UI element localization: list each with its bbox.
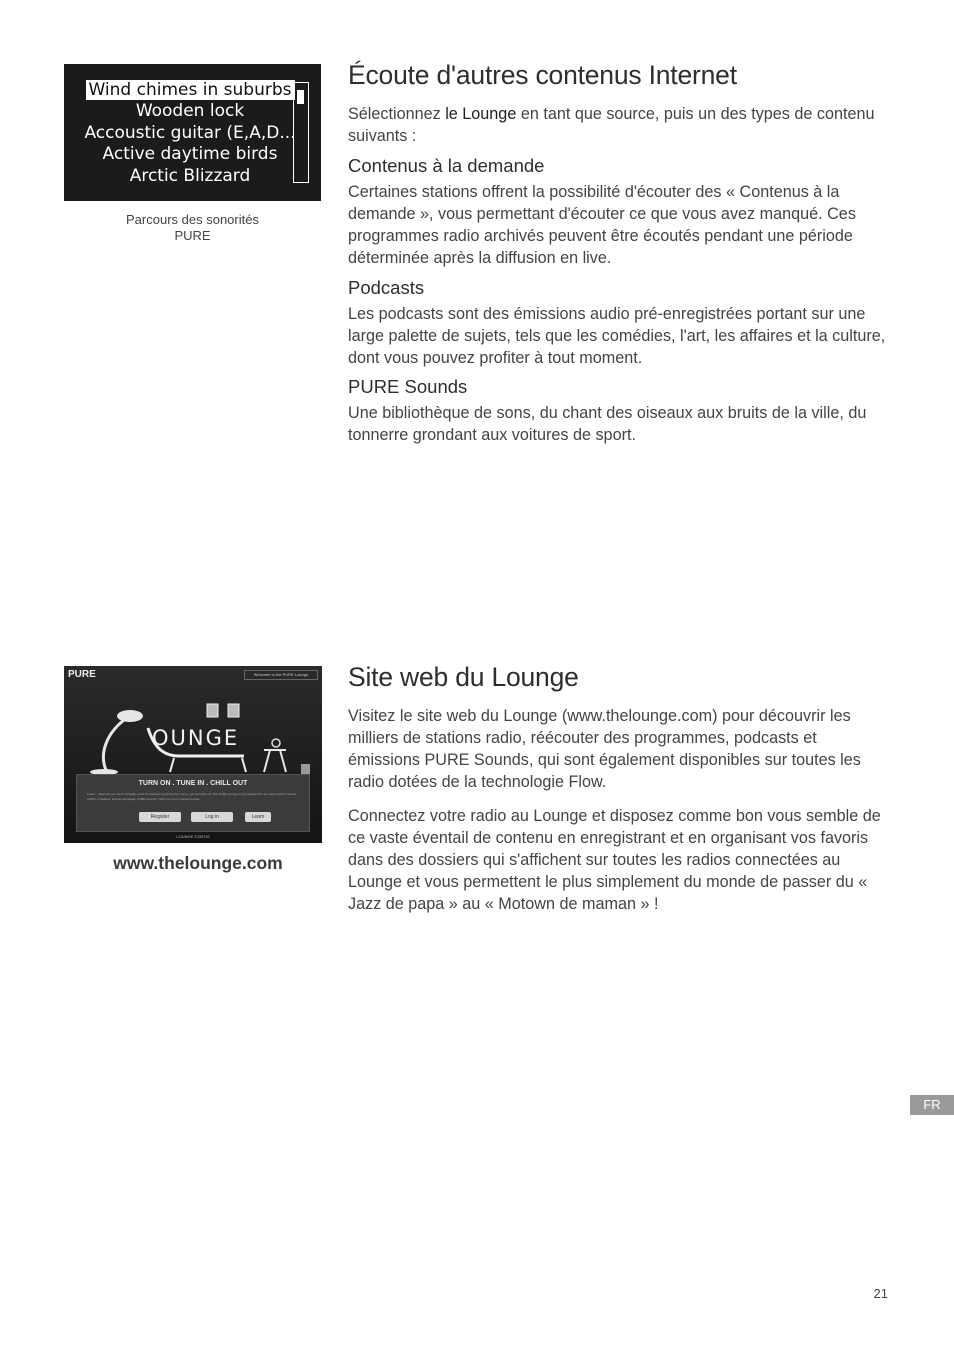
page-number: 21 (873, 1286, 888, 1301)
sound-list (76, 80, 304, 187)
screen-caption-line2: PURE (174, 228, 211, 243)
scrollbar[interactable] (293, 82, 309, 183)
sound-list-item[interactable]: Wooden lock (135, 101, 245, 122)
sound-list-item[interactable]: Arctic Blizzard (129, 165, 251, 186)
sound-list-item-selected[interactable]: Wind chimes in suburbs (76, 80, 304, 101)
section2-paragraph: Connectez votre radio au Lounge et disposez comme bon vous semble de ce vaste éventail de contenu en enregistrant et en organisant vos favoris dans des dossiers qui s'affichent sur toutes les radios connectées au Lounge et vous permettent le plus simplement du monde de passer du « Jazz de papa » au « Motown de maman » ! (348, 807, 881, 913)
subsection-heading-pure-sounds: PURE Sounds (348, 376, 468, 397)
screen-caption-line1: Parcours des sonorités (126, 212, 259, 227)
login-button[interactable]: Log in (191, 812, 233, 822)
subsection-text-on-demand: Certaines stations offrent la possibilité d'écouter des « Contenus à la demande », vous permettant d'écouter ce que vous avez manqué. Ces programmes radio archivés peuvent être écoutés pendant une période déterminée après la diffusion en live. (348, 183, 856, 267)
subsection-heading-on-demand: Contenus à la demande (348, 155, 545, 176)
language-tab: FR (910, 1095, 954, 1115)
section1-intro: Sélectionnez le Lounge en tant que source, puis un des types de contenu suivants : (348, 105, 875, 145)
sound-list-item[interactable]: Active daytime birds (102, 144, 278, 165)
section1-title: Écoute d'autres contenus Internet (348, 60, 737, 90)
source-name: le Lounge (445, 105, 517, 123)
screen-caption (64, 212, 321, 244)
section2-paragraph: Visitez le site web du Lounge (www.thelounge.com) pour découvrir les milliers de stations radio, réécouter des programmes, podcasts et émissions PURE Sounds, qui sont également disponibles sur toutes les radio dotées de la technologie Flow. (348, 707, 861, 791)
learn-button[interactable]: Learn (245, 812, 271, 822)
radio-display-screen (64, 64, 321, 201)
intro-panel (76, 774, 310, 832)
subsection-text-podcasts: Les podcasts sont des émissions audio pré-enregistrées portant sur une large palette de sujets, tels que les comédies, l'art, les affaires et la culture, dont vous pouvez profiter à tout moment. (348, 305, 886, 367)
lounge-logo: OUNGE (152, 726, 240, 750)
website-caption: www.thelounge.com (113, 853, 283, 873)
subsection-heading-podcasts: Podcasts (348, 277, 425, 298)
sound-list-item[interactable]: Accoustic guitar (E,A,D... (84, 122, 296, 143)
intro-blurb: Listen... what can you hear? Actually, you'd be amazed: anything can, some, you can listen to. The PURE Lounge is your passport to an entire world of sound. 1000's of stations. Explore language. PURE Sounds. Thrill one of our natural sounds. (87, 792, 297, 801)
register-button[interactable]: Register (139, 812, 181, 822)
tagline: TURN ON . TUNE IN . CHILL OUT (138, 780, 248, 787)
section2-title: Site web du Lounge (348, 662, 579, 692)
scrollbar-thumb[interactable] (297, 90, 304, 104)
lounge-website-screenshot (64, 666, 322, 843)
pure-logo: PURE (68, 669, 96, 680)
welcome-bar: Welcome to the PURE Lounge (244, 670, 318, 680)
subsection-text-pure-sounds: Une bibliothèque de sons, du chant des oiseaux aux bruits de la ville, du tonnerre grondant aux voitures de sport. (348, 404, 867, 444)
lounge-status: LOUNGE STATUS (176, 834, 210, 839)
